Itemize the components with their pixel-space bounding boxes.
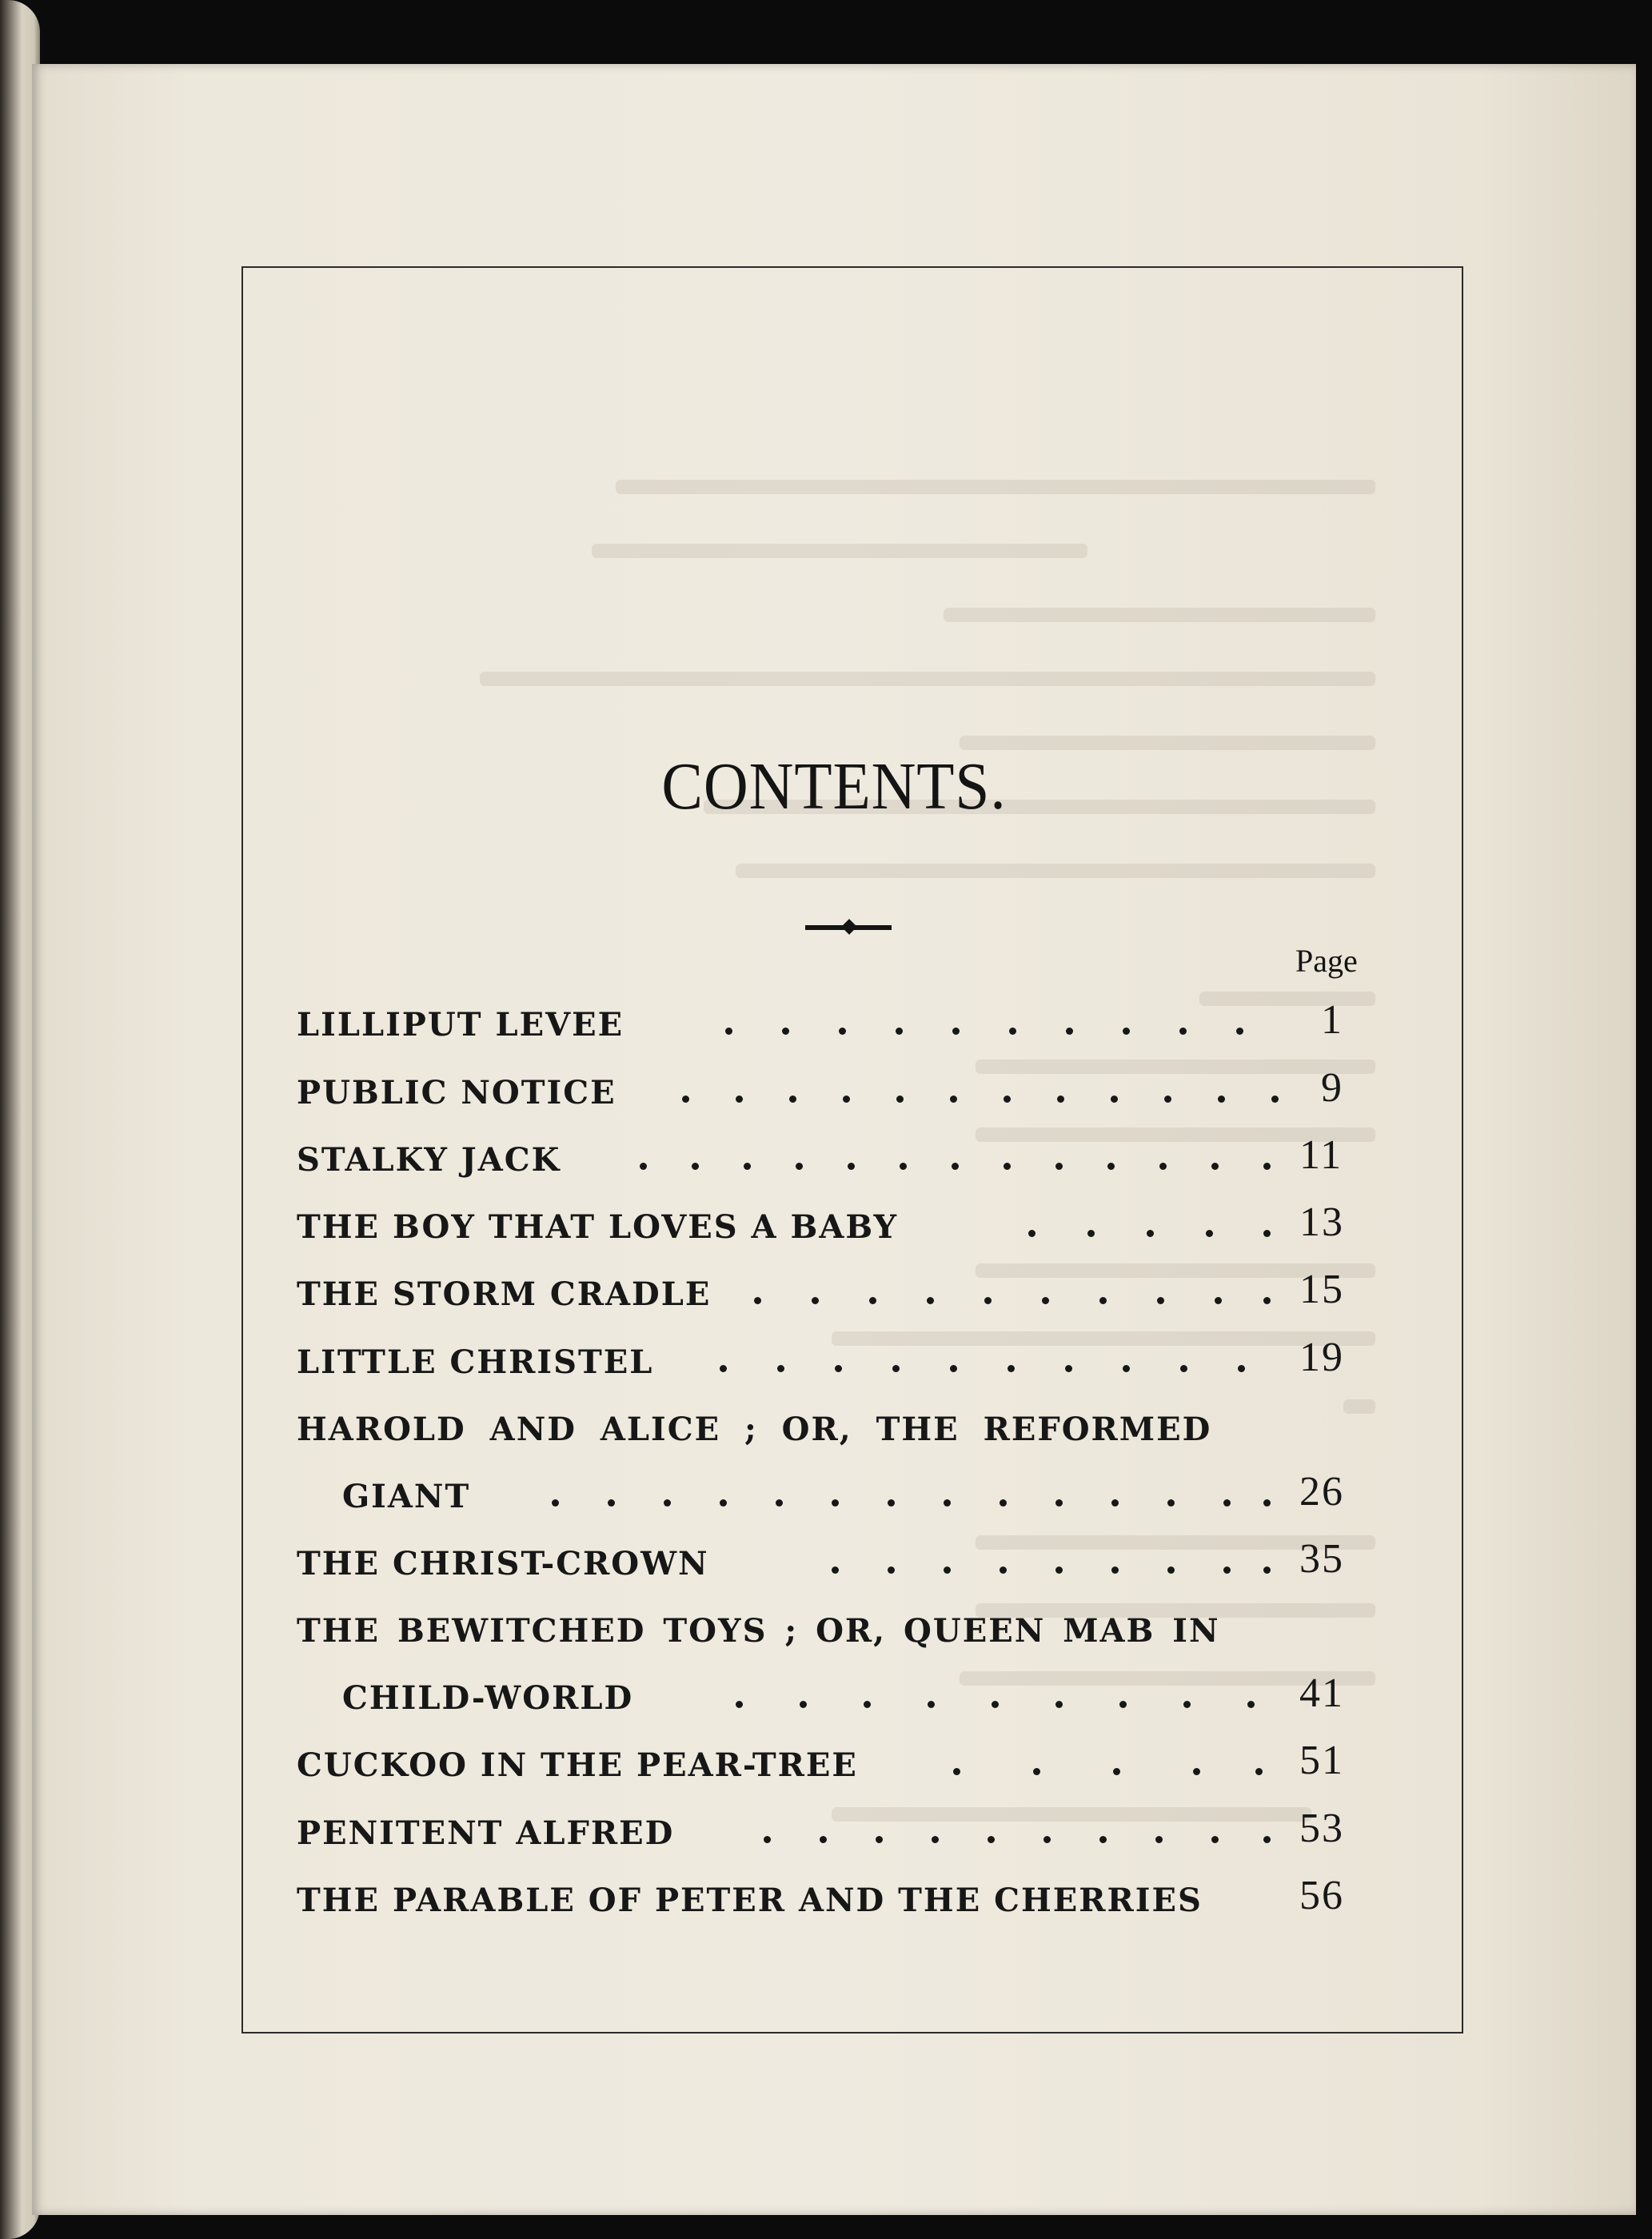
toc-entry-page: 53 <box>1299 1806 1344 1851</box>
toc-entry-title: HAROLD AND ALICE ; OR, THE REFORMED <box>297 1411 1212 1448</box>
toc-entry-title: THE CHRIST-CROWN <box>297 1545 709 1582</box>
toc-entry-title: PENITENT ALFRED <box>297 1814 675 1852</box>
toc-entry-title: LITTLE CHRISTEL <box>297 1343 654 1381</box>
contents-heading: CONTENTS. <box>661 749 1007 824</box>
toc-entry-title: LILLIPUT LEVEE <box>297 1006 624 1044</box>
toc-entry-title: PUBLIC NOTICE <box>297 1074 617 1112</box>
heading-ornament <box>805 925 892 930</box>
toc-entry-page: 19 <box>1299 1335 1344 1380</box>
toc-entry-title: STALKY JACK <box>297 1141 561 1179</box>
toc-entry-title: THE BEWITCHED TOYS ; OR, QUEEN MAB IN <box>297 1612 1220 1650</box>
toc-entry-title: THE STORM CRADLE <box>297 1275 712 1313</box>
toc-entry-page: 9 <box>1321 1065 1343 1111</box>
toc-entry-page: 51 <box>1299 1738 1344 1783</box>
toc-entry-page: 15 <box>1299 1267 1344 1312</box>
toc-entry-page: 56 <box>1299 1873 1344 1918</box>
toc-entry-page: 13 <box>1299 1199 1344 1245</box>
book-page <box>32 64 1636 2215</box>
page-column-label: Page <box>1295 943 1358 979</box>
toc-entry-title: THE PARABLE OF PETER AND THE CHERRIES <box>297 1882 1203 1919</box>
toc-entry-page: 11 <box>1299 1132 1343 1178</box>
toc-entry-continuation: CHILD-WORLD <box>342 1679 634 1717</box>
toc-entry-title: THE BOY THAT LOVES A BABY <box>297 1208 899 1246</box>
toc-entry-page: 1 <box>1321 997 1343 1043</box>
toc-entry-page: 41 <box>1299 1670 1344 1716</box>
toc-entry-continuation: GIANT <box>342 1478 471 1515</box>
toc-entry-page: 26 <box>1299 1469 1344 1515</box>
toc-entry-page: 35 <box>1299 1536 1344 1582</box>
toc-entry-title: CUCKOO IN THE PEAR-TREE <box>297 1746 858 1784</box>
